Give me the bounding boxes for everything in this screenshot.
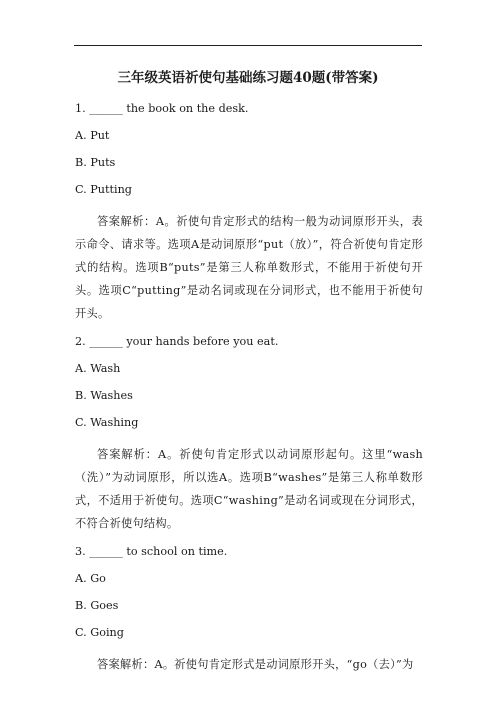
option-c: C. Putting	[75, 183, 132, 196]
question-prompt: 2. ______ your hands before you eat.	[75, 335, 279, 348]
question-block	[75, 102, 423, 325]
answer-explanation: 答案解析：A。祈使句肯定形式的结构一般为动词原形开头，表示命令、请求等。选项A是动词原形“put（放）”，符合祈使句肯定形式的结构。选项B“puts”是第三人称单数形式，不能用于祈使句开头。选项C“putting”是动名词或现在分词形式，也不能用于祈使句开头。	[75, 215, 423, 320]
header-rule	[74, 45, 422, 46]
answer-explanation: 答案解析：A。祈使句肯定形式以动词原形起句。这里“wash（洗）”为动词原形，所以选A。选项B“washes”是第三人称单数形式，不适用于祈使句。选项C“washing”是动名词或现在分词形式，不符合祈使句结构。	[75, 448, 423, 530]
document-body	[75, 102, 423, 686]
option-c: C. Washing	[75, 416, 139, 429]
answer-explanation: 答案解析：A。祈使句肯定形式是动词原形开头，“go（去）”为	[97, 658, 414, 671]
question-block	[75, 545, 423, 676]
question-block	[75, 335, 423, 535]
option-a: A. Wash	[75, 362, 121, 375]
option-c: C. Going	[75, 626, 124, 639]
option-b: B. Washes	[75, 389, 133, 402]
option-a: A. Go	[75, 572, 106, 585]
page-title: 三年级英语祈使句基础练习题40题(带答案)	[117, 70, 379, 86]
option-b: B. Goes	[75, 599, 119, 612]
option-b: B. Puts	[75, 156, 116, 169]
question-prompt: 3. ______ to school on time.	[75, 545, 228, 558]
question-prompt: 1. ______ the book on the desk.	[75, 102, 249, 115]
option-a: A. Put	[75, 129, 110, 142]
